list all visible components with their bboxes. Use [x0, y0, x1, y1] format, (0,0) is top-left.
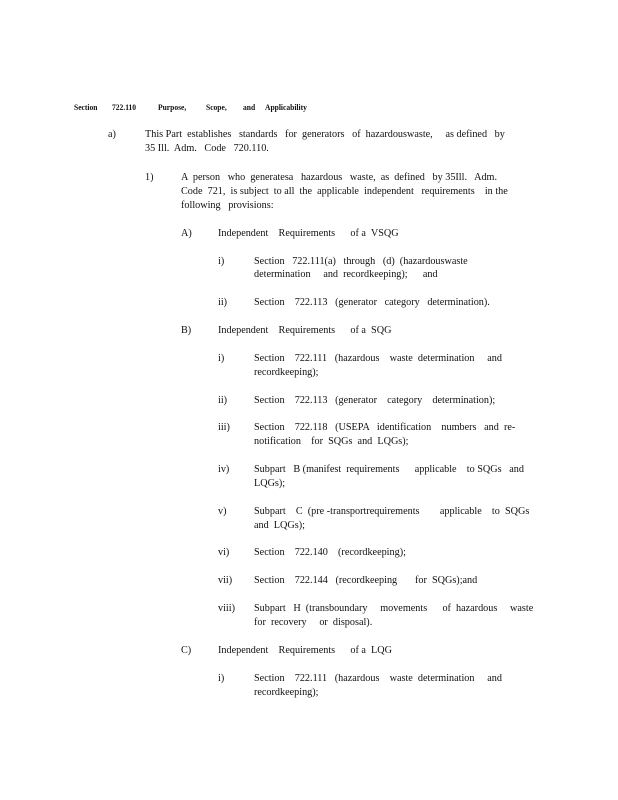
- list-item-line-1: Section 722.140 (recordkeeping);: [254, 547, 406, 558]
- subparagraph-B-text: Independent Requirements of a SQG: [218, 325, 392, 336]
- list-item-line-1: Section 722.113 (generator category determination);: [254, 395, 496, 406]
- list-item-label: iii): [218, 422, 230, 433]
- paragraph-1-line-3: following provisions:: [181, 200, 274, 211]
- list-item-label: iv): [218, 464, 230, 475]
- list-item-line-1: Subpart H (transboundary movements of hazardous waste: [254, 603, 534, 614]
- list-item-line-2: for recovery or disposal).: [254, 617, 373, 628]
- list-item-label: vi): [218, 547, 230, 558]
- list-item-label: viii): [218, 603, 235, 614]
- subsection-a-label: a): [108, 129, 116, 140]
- title-word-purpose: Purpose,: [158, 103, 187, 112]
- title-word-scope: Scope,: [206, 103, 227, 112]
- list-item-label: i): [218, 353, 225, 364]
- section-number: 722.110: [112, 103, 137, 112]
- subparagraph-A-text: Independent Requirements of a VSQG: [218, 228, 399, 239]
- list-item-label: ii): [218, 395, 228, 406]
- subsection-a-line-2: 35 Ill. Adm. Code 720.110.: [145, 143, 269, 154]
- list-item-label: ii): [218, 297, 228, 308]
- list-item-line-2: recordkeeping);: [254, 687, 319, 698]
- list-item-line-1: Subpart B (manifest requirements applicable to SQGs and: [254, 464, 524, 475]
- subparagraph-C-text: Independent Requirements of a LQG: [218, 645, 392, 656]
- list-item-label: i): [218, 256, 225, 267]
- title-word-and: and: [243, 103, 256, 112]
- list-item-line-2: and LQGs);: [254, 520, 305, 531]
- title-word-applicability: Applicability: [265, 103, 307, 112]
- list-item-label: vii): [218, 575, 233, 586]
- paragraph-1-line-1: A person who generatesa hazardous waste, as defined by 35Ill. Adm.: [181, 172, 498, 183]
- subparagraph-B-label: B): [181, 325, 192, 336]
- list-item-line-2: determination and recordkeeping); and: [254, 269, 438, 280]
- subparagraph-A-label: A): [181, 228, 192, 239]
- list-item-line-2: notification for SQGs and LQGs);: [254, 436, 409, 447]
- list-item-line-1: Section 722.113 (generator category determination).: [254, 297, 490, 308]
- list-item-line-2: LQGs);: [254, 478, 286, 489]
- list-item-line-1: Section 722.111 (hazardous waste determination and: [254, 673, 502, 684]
- section-label: Section: [74, 103, 98, 112]
- paragraph-1-line-2: Code 721, is subject to all the applicable independent requirements in the: [181, 186, 508, 197]
- list-item-label: i): [218, 673, 225, 684]
- list-item-label: v): [218, 506, 227, 517]
- subsection-a-line-1: This Part establishes standards for generators of hazardouswaste, as defined by: [145, 129, 505, 140]
- list-item-line-2: recordkeeping);: [254, 367, 319, 378]
- list-item-line-1: Subpart C (pre -transportrequirements applicable to SQGs: [254, 506, 530, 517]
- list-item-line-1: Section 722.111(a) through (d) (hazardouswaste: [254, 256, 468, 267]
- list-item-line-1: Section 722.144 (recordkeeping for SQGs);and: [254, 575, 478, 586]
- list-item-line-1: Section 722.111 (hazardous waste determination and: [254, 353, 502, 364]
- list-item-line-1: Section 722.118 (USEPA identification numbers and re-: [254, 422, 516, 433]
- subparagraph-C-label: C): [181, 645, 192, 656]
- paragraph-1-label: 1): [145, 172, 154, 183]
